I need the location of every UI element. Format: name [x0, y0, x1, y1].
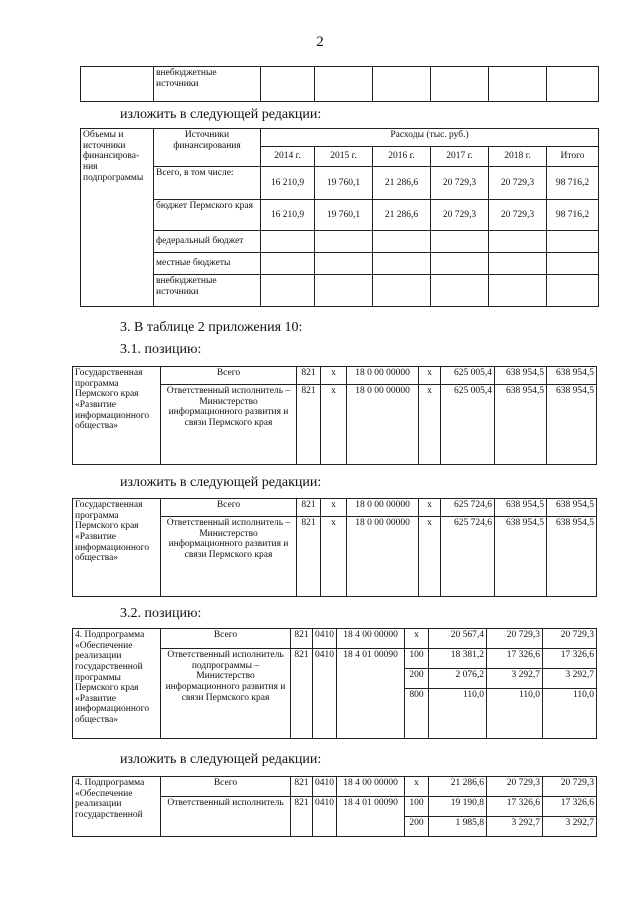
year-cell: 2016 г. — [373, 147, 431, 167]
year-cell: 2018 г. — [489, 147, 547, 167]
value-cell: 98 716,2 — [547, 200, 599, 231]
value-cell: 21 286,6 — [373, 200, 431, 231]
edit-phrase-1: изложить в следующей редакции: — [120, 107, 322, 122]
program-label: Государственная программа Пермского края «Развитие информационного общества» — [73, 367, 161, 465]
section-3-2: 3.2. позицию: — [120, 606, 202, 621]
position-table-old: Государственная программа Пермского края «Развитие информационного общества» Всего 821 х 18 0 00 00000 х 625 005,4 638 954,5 638 954,5 Ответственный исполнитель – Министерство информационного развития и связи Пермского края 821 х 18 0 00 00000 х 625 005,4 638 954,5 638 954,5 — [72, 366, 597, 465]
value-cell: 19 760,1 — [315, 200, 373, 231]
sources-header: Источники финансирования — [154, 129, 261, 167]
value-cell: 20 729,3 — [489, 200, 547, 231]
row-label: Всего — [161, 367, 297, 385]
expenses-header: Расходы (тыс. руб.) — [261, 129, 599, 147]
source-label: внебюджетные источники — [154, 275, 261, 307]
financing-table — [80, 128, 599, 307]
position-table-new: Государственная программа Пермского края «Развитие информационного общества» Всего 821 х 18 0 00 00000 х 625 724,6 638 954,5 638 954,5 Ответственный исполнитель – Министерство информационного развития и связи Пермского края 821 х 18 0 00 00000 х 625 724,6 638 954,5 638 954,5 — [72, 498, 597, 597]
section-3-1: 3.1. позицию: — [120, 342, 202, 357]
row-label: Ответственный исполнитель – Министерство информационного развития и связи Пермского края — [161, 385, 297, 465]
program-label: Государственная программа Пермского края «Развитие информационного общества» — [73, 499, 161, 597]
cell-label: внебюджетные источники — [154, 67, 261, 102]
row-label: Всего — [161, 629, 291, 649]
year-cell: Итого — [547, 147, 599, 167]
row-label: Ответственный исполнитель подпрограммы – Министерство информационного развития и связи Пермского края — [161, 649, 291, 739]
value-cell: 16 210,9 — [261, 200, 315, 231]
year-cell: 2015 г. — [315, 147, 373, 167]
row-label: Всего — [161, 499, 297, 517]
subprogram-table-new: 4. Подпрограмма «Обеспечение реализации государственной Всего 821 0410 18 4 00 00000 х 21 286,6 20 729,3 20 729,3 Ответственный исполнитель 821 0410 18 4 01 00090 100 19 190,8 17 326,6 17 326,6 200 1 985,8 3 292,7 3 292,7 — [72, 776, 597, 837]
section-3: 3. В таблице 2 приложения 10: — [120, 320, 303, 335]
row-label: Ответственный исполнитель — [161, 797, 291, 837]
value-cell: 16 210,9 — [261, 167, 315, 200]
source-label: Всего, в том числе: — [154, 167, 261, 200]
value-cell: 20 729,3 — [489, 167, 547, 200]
year-cell: 2017 г. — [431, 147, 489, 167]
top-fragment-table — [80, 66, 599, 102]
value-cell: 98 716,2 — [547, 167, 599, 200]
row-header: Объемы и источники финансирова-ния подпрограммы — [81, 129, 154, 307]
edit-phrase-2: изложить в следующей редакции: — [120, 475, 322, 490]
row-label: Всего — [161, 777, 291, 797]
program-label: 4. Подпрограмма «Обеспечение реализации государственной программы Пермского края «Развитие информационного общества» — [73, 629, 161, 739]
row-label: Ответственный исполнитель – Министерство информационного развития и связи Пермского края — [161, 517, 297, 597]
source-label: бюджет Пермского края — [154, 200, 261, 231]
value-cell: 20 729,3 — [431, 167, 489, 200]
value-cell: 19 760,1 — [315, 167, 373, 200]
source-label: федеральный бюджет — [154, 231, 261, 253]
program-label: 4. Подпрограмма «Обеспечение реализации государственной — [73, 777, 161, 837]
subprogram-table-old: 4. Подпрограмма «Обеспечение реализации государственной программы Пермского края «Развитие информационного общества» Всего 821 0410 18 4 00 00000 х 20 567,4 20 729,3 20 729,3 Ответственный исполнитель подпрограммы – Министерство информационного развития и связи Пермского края 821 0410 18 4 01 00090 100 18 381,2 17 326,6 17 326,6 200 2 076,2 3 292,7 3 292,7 800 110,0 110,0 110,0 — [72, 628, 597, 739]
value-cell: 21 286,6 — [373, 167, 431, 200]
page-number: 2 — [316, 34, 324, 50]
source-label: местные бюджеты — [154, 253, 261, 275]
value-cell: 20 729,3 — [431, 200, 489, 231]
year-cell: 2014 г. — [261, 147, 315, 167]
edit-phrase-3: изложить в следующей редакции: — [120, 752, 322, 767]
